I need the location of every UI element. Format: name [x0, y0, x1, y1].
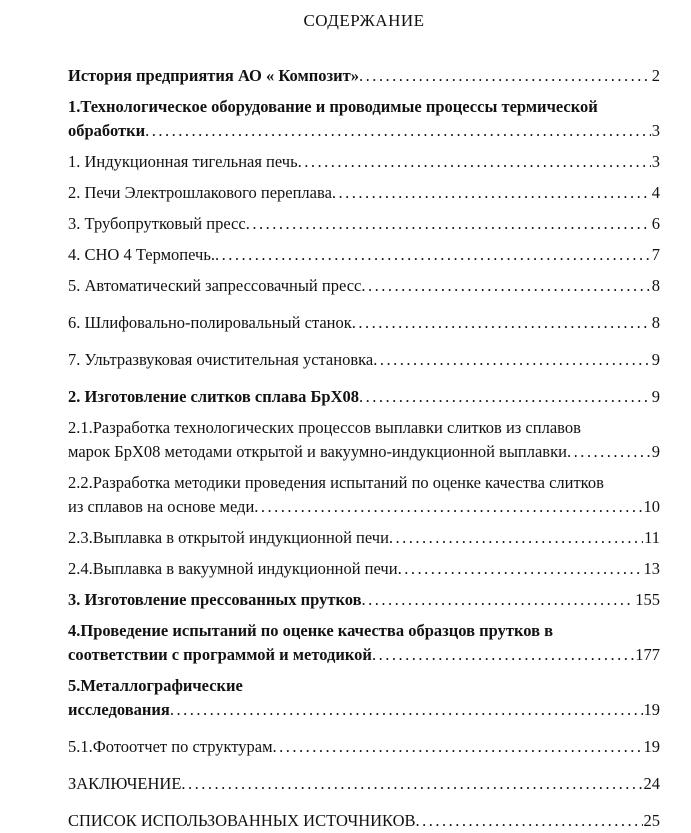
- toc-entry-text: 6. Шлифовально-полировальный станок: [68, 313, 352, 332]
- dot-leader: [170, 698, 643, 722]
- toc-page-number: 13: [643, 559, 660, 578]
- toc-entry-row: [68, 772, 660, 796]
- toc-entry-text: 2. Изготовление слитков сплава БрХ08: [68, 387, 360, 406]
- toc-entry-row: [68, 348, 660, 372]
- toc-entry-text: 1. Индукционная тигельная печь: [68, 152, 298, 171]
- toc-entry: [68, 619, 660, 667]
- toc-entry: [68, 772, 660, 796]
- toc-entry-row: [68, 119, 660, 143]
- dot-leader: [372, 643, 634, 667]
- toc-entry: [68, 809, 660, 833]
- toc-entry: [68, 311, 660, 335]
- dot-leader: [254, 495, 642, 519]
- dot-leader: [352, 311, 651, 335]
- dot-leader: [215, 243, 651, 267]
- toc-entry-row: [68, 150, 660, 174]
- toc-entry: [68, 181, 660, 205]
- toc-entry-row: [68, 181, 660, 205]
- toc-entry-text: История предприятия АО « Композит»: [68, 66, 359, 85]
- toc-entry: [68, 150, 660, 174]
- toc-entry-text: 4. СНО 4 Термопечь.: [68, 245, 215, 264]
- dot-leader: [145, 119, 651, 143]
- toc-entry-text: СПИСОК ИСПОЛЬЗОВАННЫХ ИСТОЧНИКОВ: [68, 811, 416, 830]
- dot-leader: [298, 150, 651, 174]
- toc-page-number: 155: [635, 590, 660, 609]
- toc-entry-row: [68, 274, 660, 298]
- toc-page-number: 19: [643, 737, 660, 756]
- toc-entry-row: [68, 495, 660, 519]
- toc-entry-text: 7. Ультразвуковая очистительная установка: [68, 350, 374, 369]
- toc-entry-text: 3. Изготовление прессованных прутков: [68, 590, 362, 609]
- toc-entry: [68, 64, 660, 88]
- toc-entry: [68, 588, 660, 612]
- dot-leader: [181, 772, 642, 796]
- toc-entry-text: марок БрХ08 методами открытой и вакуумно-индукционной выплавки: [68, 442, 567, 461]
- toc-page-number: 25: [643, 811, 660, 830]
- toc-entry-text: 1.Технологическое оборудование и проводимые процессы термической: [68, 97, 598, 116]
- toc-entry: [68, 385, 660, 409]
- toc-entry-row: [68, 809, 660, 833]
- toc-entry: [68, 274, 660, 298]
- dot-leader: [362, 588, 635, 612]
- toc-entry-row: [68, 735, 660, 759]
- toc-entry-text: 5.1.Фотоотчет по структурам: [68, 737, 273, 756]
- dot-leader: [273, 735, 643, 759]
- page-title: СОДЕРЖАНИЕ: [303, 11, 425, 30]
- toc-page-number: 8: [651, 313, 660, 332]
- toc-page-number: 11: [644, 528, 660, 547]
- toc-entry: [68, 674, 660, 722]
- toc-page-number: 3: [651, 121, 660, 140]
- toc-entry: [68, 735, 660, 759]
- dot-leader: [359, 64, 651, 88]
- toc-entry: [68, 416, 660, 464]
- toc-entry-text: 5.Металлографические: [68, 676, 243, 695]
- dot-leader: [359, 385, 651, 409]
- toc-page-number: 19: [643, 700, 660, 719]
- dot-leader: [361, 274, 650, 298]
- toc-entry: [68, 348, 660, 372]
- toc-entry: [68, 212, 660, 236]
- toc-entry-row: [68, 526, 660, 550]
- toc-page-number: 3: [651, 152, 660, 171]
- dot-leader: [389, 526, 643, 550]
- toc-entry-row: [68, 311, 660, 335]
- toc-entry-row: [68, 643, 660, 667]
- toc-entry: [68, 471, 660, 519]
- toc-entry-text: 2.1.Разработка технологических процессов выплавки слитков из сплавов: [68, 418, 581, 437]
- dot-leader: [373, 348, 651, 372]
- dot-leader: [416, 809, 643, 833]
- toc-entry-text: обработки: [68, 121, 146, 140]
- toc-page-number: 8: [651, 276, 660, 295]
- toc-entry-text: ЗАКЛЮЧЕНИЕ: [68, 774, 182, 793]
- toc-entry-text: исследования: [68, 700, 170, 719]
- toc-page-number: 10: [643, 497, 660, 516]
- toc-page-number: 4: [651, 183, 660, 202]
- toc-page-number: 2: [651, 66, 660, 85]
- toc-entry-row: [68, 212, 660, 236]
- toc-entry-text: 4.Проведение испытаний по оценке качества образцов прутков в: [68, 621, 554, 640]
- toc-entry-row: [68, 588, 660, 612]
- toc-page-number: 9: [651, 350, 660, 369]
- toc-entry-text: 5. Автоматический запрессовачный пресс: [68, 276, 362, 295]
- toc-entry-text: 2.3.Выплавка в открытой индукционной печи: [68, 528, 389, 547]
- toc-page-number: 7: [651, 245, 660, 264]
- toc-entry: [68, 557, 660, 581]
- dot-leader: [246, 212, 651, 236]
- toc-entry-row: [68, 557, 660, 581]
- toc-entry: [68, 526, 660, 550]
- toc-entry-row: [68, 440, 660, 464]
- toc-entry-text: 2.4.Выплавка в вакуумной индукционной печи: [68, 559, 398, 578]
- toc-page-number: 9: [651, 387, 660, 406]
- toc-page-number: 24: [643, 774, 660, 793]
- toc-entry-text: 2. Печи Электрошлакового переплава: [68, 183, 332, 202]
- toc-entry-row: [68, 64, 660, 88]
- toc-entry-row: [68, 243, 660, 267]
- dot-leader: [567, 440, 651, 464]
- toc-entry-text: 2.2.Разработка методики проведения испытаний по оценке качества слитков: [68, 473, 604, 492]
- toc-page-number: 9: [651, 442, 660, 461]
- toc-entry-row: [68, 385, 660, 409]
- dot-leader: [398, 557, 643, 581]
- toc-page-number: 6: [651, 214, 660, 233]
- toc-entry-row: [68, 698, 660, 722]
- toc-page-number: 177: [635, 645, 660, 664]
- toc-entry: [68, 95, 660, 143]
- dot-leader: [332, 181, 651, 205]
- toc-entry-text: из сплавов на основе меди: [68, 497, 255, 516]
- toc-entry: [68, 243, 660, 267]
- toc-entry-text: соответствии с программой и методикой: [68, 645, 372, 664]
- toc-entry-text: 3. Трубопрутковый пресс: [68, 214, 246, 233]
